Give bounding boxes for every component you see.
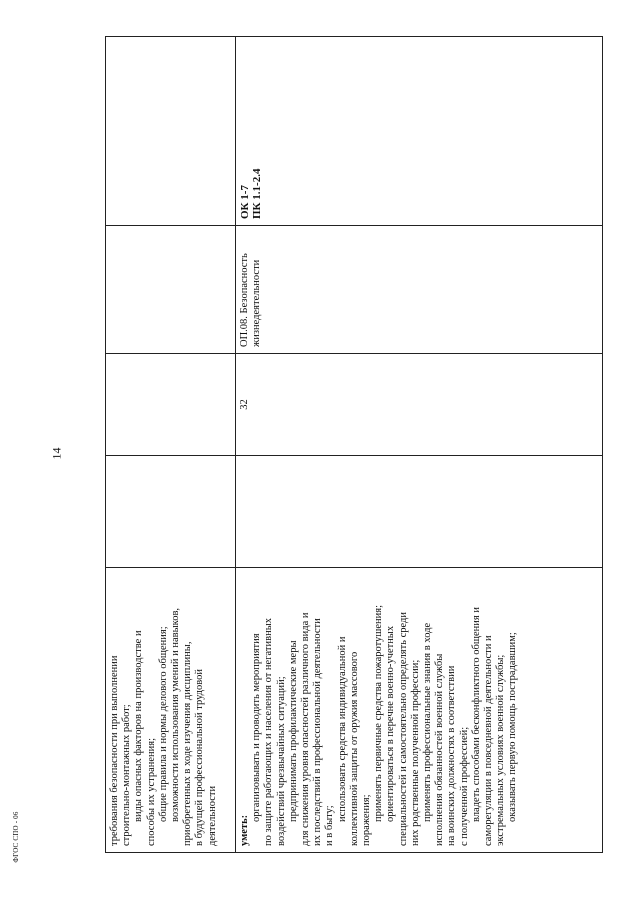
text-line: общие правила и нормы делового общения; bbox=[157, 626, 169, 822]
text-line: них родственные полученной профессии; bbox=[409, 659, 421, 846]
competency-cell-empty bbox=[106, 37, 236, 226]
page-number: 14 bbox=[49, 447, 64, 460]
discipline-cell-empty bbox=[106, 226, 236, 354]
text-line: деятельности bbox=[206, 785, 218, 846]
competency-pk: ПК 1.1-2.4 bbox=[251, 168, 263, 219]
text-line: экстремальных условиях военной службы; bbox=[495, 654, 507, 846]
text-line: предпринимать профилактические меры bbox=[287, 640, 299, 822]
hours-cell-empty-3 bbox=[236, 456, 603, 568]
text-line: ориентироваться в перечне военно-учетных bbox=[385, 625, 397, 822]
footer-code: ФГОС СПО - 06 bbox=[12, 811, 20, 863]
hours-cell-empty bbox=[106, 456, 236, 568]
discipline-cell: ОП.08. Безопасность жизнедеятельности bbox=[236, 226, 603, 354]
text-line: способы их устранения; bbox=[145, 737, 157, 846]
rotated-table-container bbox=[105, 37, 603, 853]
knowledge-cell bbox=[106, 568, 236, 853]
text-line: применять профессиональные знания в ходе bbox=[422, 622, 434, 822]
text-line: с полученной профессией; bbox=[458, 726, 470, 846]
text-line: коллективной защиты от оружия массового bbox=[348, 651, 360, 846]
text-line: строительно-монтажных работ; bbox=[121, 704, 133, 846]
standards-table bbox=[105, 36, 603, 853]
text-line: виды опасных факторов на производстве и bbox=[133, 630, 145, 822]
standards-table-wrapper bbox=[105, 37, 603, 853]
text-line: и в быту; bbox=[324, 805, 336, 846]
text-line: применять первичные средства пожаротушения; bbox=[373, 604, 385, 822]
table-row bbox=[236, 37, 603, 853]
text-line: приобретенных в ходе изучения дисциплины, bbox=[182, 641, 194, 846]
skills-heading: уметь: bbox=[239, 814, 250, 846]
text-line: возможности использования умений и навыков, bbox=[170, 607, 182, 822]
text-line: в будущей профессиональной трудовой bbox=[194, 668, 206, 846]
text-line: использовать средства индивидуальной и bbox=[336, 636, 348, 822]
text-line: владеть способами бесконфликтного общения и bbox=[470, 607, 482, 822]
text-line: для снижения уровня опасностей различного вида и bbox=[300, 612, 312, 846]
text-line: воздействий чрезвычайных ситуаций; bbox=[275, 676, 287, 846]
text-line: поражения; bbox=[361, 794, 373, 846]
text-line: организовывать и проводить мероприятия bbox=[251, 633, 263, 822]
hours-cell: 32 bbox=[236, 354, 603, 456]
competency-cell bbox=[236, 37, 603, 226]
skills-cell bbox=[236, 568, 603, 853]
text-line: их последствий в профессиональной деятельности bbox=[312, 618, 324, 846]
text-line: на воинских должностях в соответствии bbox=[446, 665, 458, 846]
text-line: оказывать первую помощь пострадавшим; bbox=[507, 632, 519, 822]
hours-cell-empty-2 bbox=[106, 354, 236, 456]
text-line: саморегуляции в повседневной деятельности и bbox=[483, 635, 495, 846]
text-line: исполнения обязанностей военной службы bbox=[434, 653, 446, 846]
text-line: по защите работающих и населения от негативных bbox=[263, 617, 275, 846]
text-line: специальностей и самостоятельно определять среди bbox=[397, 612, 409, 846]
competency-ok: ОК 1-7 bbox=[239, 185, 251, 219]
table-row bbox=[106, 37, 236, 853]
text-line: требования безопасности при выполнении bbox=[109, 655, 120, 846]
